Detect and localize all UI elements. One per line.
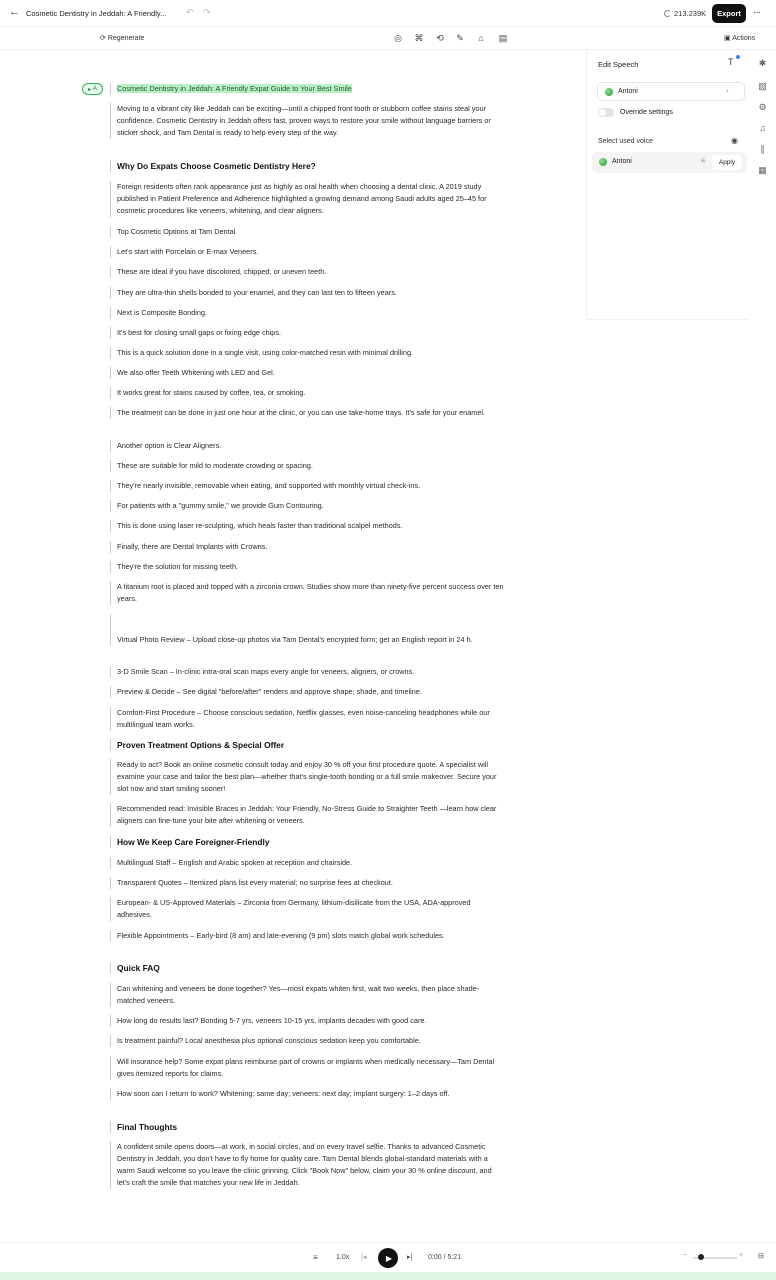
paragraph[interactable]: European- & US-Approved Materials – Zirconia from Germany, lithium-disilicate from the USA, ADA-approved adhesives. — [110, 897, 504, 921]
document-title: Cosmetic Dentistry in Jeddah: A Friendly... — [26, 9, 167, 18]
paragraph[interactable]: It works great for stains caused by coffee, tea, or smoking. — [110, 387, 504, 399]
zoom-out-icon[interactable]: − — [683, 1252, 688, 1259]
credits-ring-icon — [664, 10, 671, 17]
paragraph[interactable]: Moving to a vibrant city like Jeddah can be exciting—until a chipped front tooth or stubborn coffee stains steal your confidence. Cosmetic Dentistry in Jeddah offers fast, proven ways to restore your smile without language barriers or sticker shock, and Tam Dental is ready to help every step of the way. — [110, 103, 504, 139]
paragraph[interactable]: The treatment can be done in just one hour at the clinic, or you can use take-home trays. It's safe for your enamel. — [110, 407, 504, 419]
heading[interactable]: Quick FAQ — [110, 962, 504, 974]
export-button[interactable]: Export — [712, 4, 746, 23]
document-icon[interactable]: ▤ — [498, 33, 508, 43]
settings-icon[interactable]: ⚙ — [758, 102, 767, 112]
credits-value: 213.239K — [674, 9, 707, 18]
waveform-icon[interactable]: ∥ — [760, 144, 765, 154]
voice-name: Antoni — [618, 88, 638, 95]
select-used-voice-label: Select used voice — [598, 138, 653, 145]
actions-label: Actions — [732, 35, 756, 42]
sliders-icon[interactable]: ⚟ — [700, 158, 707, 165]
paragraph[interactable]: Let's start with Porcelain or E-max Veneers. — [110, 246, 504, 258]
voice-selector[interactable] — [597, 82, 745, 101]
download-icon[interactable]: ⊟ — [758, 1253, 764, 1260]
paragraph[interactable]: 3-D Smile Scan – In-clinic intra-oral scan maps every angle for veneers, aligners, or crowns. — [110, 666, 504, 678]
skip-back-icon[interactable]: |◂ — [361, 1254, 367, 1261]
paragraph[interactable]: How long do results last? Bonding 5-7 yrs, veneers 10-15 yrs, implants decades with good care. — [110, 1015, 504, 1027]
voice-avatar-icon — [599, 158, 607, 166]
more-options-icon[interactable]: ··· — [753, 7, 760, 18]
time-display: 0:00 / 5:21 — [428, 1254, 462, 1261]
history-icon[interactable]: ⟲ — [436, 33, 444, 43]
editor-toolbar — [0, 27, 776, 50]
empty-paragraph[interactable] — [110, 614, 504, 634]
paragraph[interactable]: They are ultra-thin shells bonded to your enamel, and they can last ten to fifteen years. — [110, 287, 504, 299]
paragraph[interactable]: Another option is Clear Aligners. — [110, 440, 504, 452]
paragraph[interactable]: Ready to act? Book an online cosmetic consult today and enjoy 30 % off your first procedure quote. A specialist will examine your case and tailor the best plan—whether that's single-tooth bonding or a full smile makeover. Secure your slot now and start smiling sooner! — [110, 759, 504, 795]
paragraph[interactable]: Will insurance help? Some expat plans reimburse part of crowns or implants when medically necessary—Tam Dental gives itemized reports for claims. — [110, 1056, 504, 1080]
image-icon[interactable]: ▨ — [758, 81, 767, 91]
lock-icon[interactable]: ⌂ — [478, 33, 484, 43]
music-icon[interactable]: ♫ — [759, 123, 766, 133]
speaker-label-badge[interactable] — [82, 83, 103, 95]
paragraph[interactable]: This is a quick solution done in a single visit, using color-matched resin with minimal drilling. — [110, 347, 504, 359]
playlist-icon[interactable]: ≡ — [313, 1253, 318, 1262]
regenerate-button[interactable] — [100, 34, 144, 42]
toggle-knob — [599, 109, 606, 116]
chevron-right-icon: › — [726, 86, 729, 95]
arrow-left-icon[interactable]: ← — [9, 6, 20, 18]
right-rail — [749, 50, 776, 180]
paragraph[interactable]: Virtual Photo Review – Upload close-up photos via Tam Dental's encrypted form; get an English report in 24 h. — [110, 634, 504, 646]
pronunciation-icon[interactable]: ⌘ — [414, 33, 424, 43]
apply-button[interactable]: Apply — [712, 155, 742, 170]
used-voice-row[interactable] — [592, 152, 747, 173]
credits-counter — [664, 9, 706, 18]
override-toggle[interactable] — [598, 108, 614, 117]
paragraph[interactable]: A confident smile opens doors—at work, in social circles, and on every travel selfie. Thanks to advanced Cosmetic Dentistry in Jeddah, you don't have to fly home for quality care. Tam Dental blends global-standard materials with a warm Saudi welcome so you leave the clinic grinning. Click "Book Now" below, claim your 30 % online discount, and let's craft the smile that matches your new life in Jeddah. — [110, 1141, 504, 1189]
paragraph-title[interactable] — [110, 83, 504, 95]
paragraph[interactable]: Flexible Appointments – Early-bird (8 am) and late-evening (9 pm) slots match global work schedules. — [110, 930, 504, 942]
paragraph[interactable]: A titanium root is placed and topped with a zirconia crown. Studies show more than ninety-five percent success over ten years. — [110, 581, 504, 605]
playback-speed[interactable]: 1.0x — [336, 1254, 350, 1261]
used-voice-name: Antoni — [612, 158, 632, 165]
paragraph[interactable]: We also offer Teeth Whitening with LED and Gel. — [110, 367, 504, 379]
paragraph[interactable]: Comfort-First Procedure – Choose conscious sedation, Netflix glasses, even noise-canceling headphones while our multilingual team works. — [110, 707, 504, 731]
actions-button[interactable] — [724, 34, 755, 42]
top-bar — [0, 0, 776, 27]
playback-progress-track[interactable] — [0, 1272, 776, 1280]
actions-icon: ▣ — [724, 35, 731, 42]
paragraph[interactable]: For patients with a "gummy smile," we provide Gum Contouring. — [110, 500, 504, 512]
zoom-slider-knob[interactable] — [698, 1254, 704, 1260]
paragraph[interactable]: Preview & Decide – See digital "before/after" renders and approve shape, shade, and timeline. — [110, 686, 504, 698]
regenerate-label: Regenerate — [107, 35, 145, 42]
paragraph[interactable]: Next is Composite Bonding. — [110, 307, 504, 319]
voice-fx-icon[interactable]: ◎ — [394, 33, 402, 43]
zoom-in-icon[interactable]: + — [739, 1252, 744, 1259]
heading[interactable]: How We Keep Care Foreigner-Friendly — [110, 836, 504, 848]
heading[interactable]: Proven Treatment Options & Special Offer — [110, 739, 504, 751]
highlighted-text: Cosmetic Dentistry in Jeddah: A Friendly Expat Guide to Your Best Smile — [117, 84, 352, 93]
heading[interactable]: Why Do Expats Choose Cosmetic Dentistry Here? — [110, 160, 504, 172]
play-button[interactable] — [378, 1248, 398, 1268]
paragraph[interactable]: These are suitable for mild to moderate crowding or spacing. — [110, 460, 504, 472]
edit-pen-icon[interactable]: ✎ — [456, 33, 464, 43]
redo-icon[interactable]: ↷ — [203, 7, 211, 17]
override-label: Override settings — [620, 109, 673, 116]
undo-icon[interactable]: ↶ — [186, 7, 194, 17]
paragraph[interactable]: Can whitening and veneers be done together? Yes—most expats whiten first, wait two weeks, then place shade-matched veneers. — [110, 983, 504, 1007]
eye-icon[interactable]: ◉ — [731, 136, 738, 145]
paragraph[interactable]: Top Cosmetic Options at Tam Dental — [110, 226, 504, 238]
paragraph[interactable]: Is treatment painful? Local anesthesia plus optional conscious sedation keep you comfortable. — [110, 1035, 504, 1047]
paragraph[interactable]: How soon can I return to work? Whitening: same day; veneers: next day; implant surgery: 1–2 days off. — [110, 1088, 504, 1100]
paragraph[interactable]: Foreign residents often rank appearance just as highly as oral health when choosing a dental clinic. A 2019 study published in Patient Preference and Adherence highlighted a growing demand among Saudi adults aged 25–45 for cosmetic procedures like veneers, whitening, and clear aligners. — [110, 181, 504, 217]
paragraph[interactable]: It's best for closing small gaps or fixing edge chips. — [110, 327, 504, 339]
speaker-label: A — [92, 86, 97, 92]
speaker-play-icon: ▸ — [88, 86, 92, 93]
paragraph[interactable]: They're nearly invisible, removable when eating, and supported with monthly virtual check-ins. — [110, 480, 504, 492]
paragraph[interactable]: Multilingual Staff – English and Arabic spoken at reception and chairside. — [110, 857, 504, 869]
paragraph[interactable]: They're the solution for missing teeth. — [110, 561, 504, 573]
voice-avatar-icon — [605, 88, 613, 96]
refresh-icon: ⟳ — [100, 35, 106, 42]
text-settings-icon[interactable]: T — [728, 57, 734, 67]
notification-dot — [736, 55, 740, 59]
paragraph[interactable]: Recommended read: Invisible Braces in Jeddah: Your Friendly, No-Stress Guide to Straighter Teeth —learn how clear aligners can fine-tune your bite after whitening or veneers. — [110, 803, 504, 827]
play-icon: ▶ — [385, 1253, 393, 1263]
heading[interactable]: Final Thoughts — [110, 1121, 504, 1133]
paragraph[interactable]: This is done using laser re-sculpting, which heals faster than traditional scalpel methods. — [110, 520, 504, 532]
paragraph[interactable]: Transparent Quotes – Itemized plans list every material; no surprise fees at checkout. — [110, 877, 504, 889]
skip-forward-icon[interactable]: ▸| — [407, 1254, 413, 1261]
speech-settings-icon[interactable]: ✱ — [758, 58, 767, 68]
library-icon[interactable]: ▦ — [758, 165, 767, 175]
paragraph[interactable]: Finally, there are Dental Implants with Crowns. — [110, 541, 504, 553]
panel-title: Edit Speech — [598, 60, 639, 69]
paragraph[interactable]: These are ideal if you have discolored, chipped, or uneven teeth. — [110, 266, 504, 278]
